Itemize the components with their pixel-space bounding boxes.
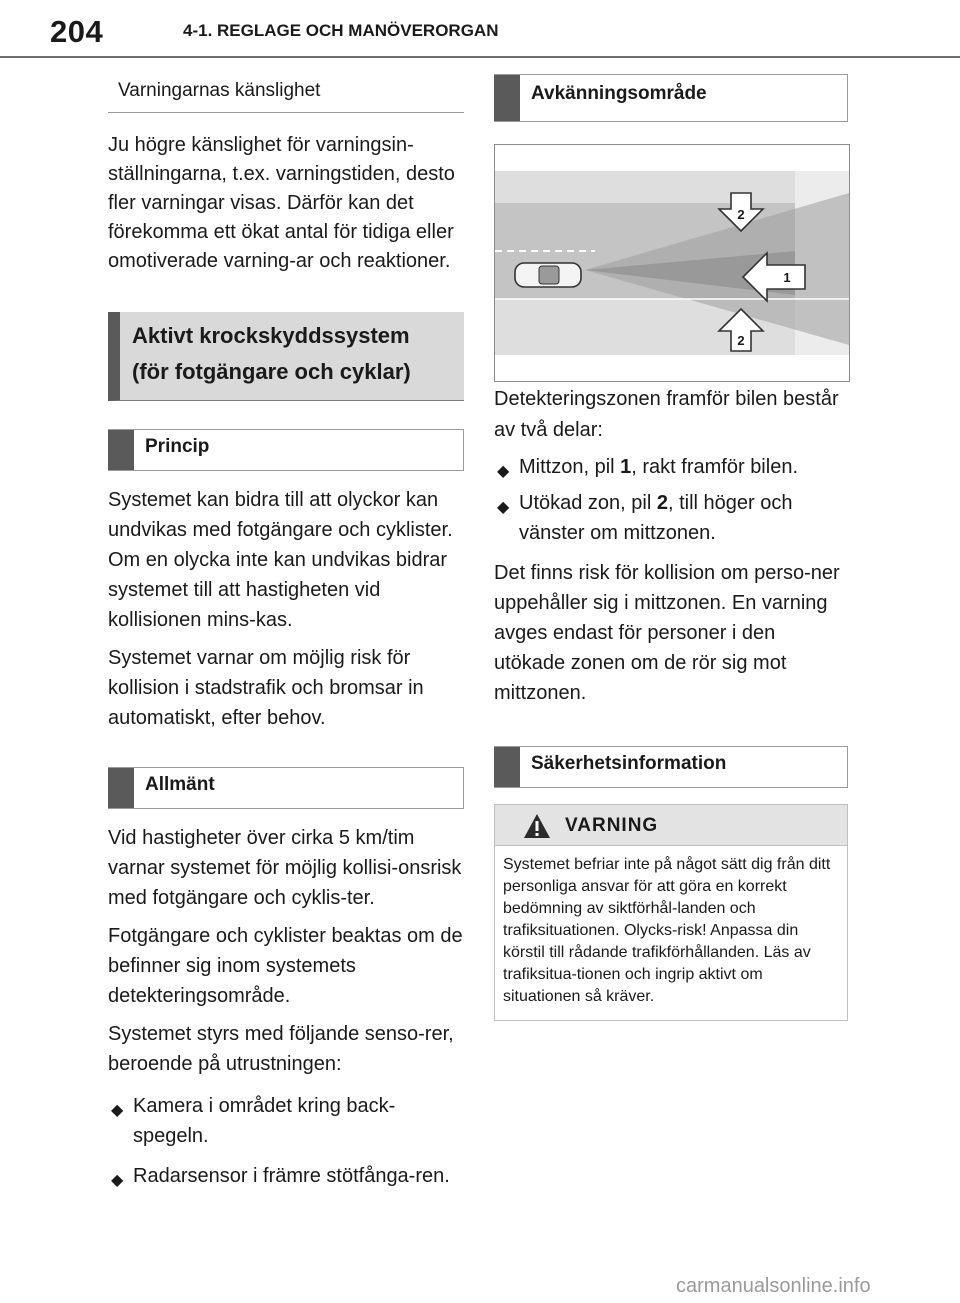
list-item — [494, 452, 848, 482]
subhead-principle: Princip — [108, 429, 464, 471]
bullet-icon: ◆ — [111, 1172, 124, 1189]
car-icon — [515, 263, 581, 287]
bullet-text-prefix: Utökad zon, pil — [519, 492, 657, 514]
subhead-safety: Säkerhetsinformation — [494, 746, 848, 788]
diagram-label-1: 1 — [783, 270, 791, 285]
section-heading-collision — [108, 312, 464, 401]
zone-ref-2: 2 — [656, 492, 668, 514]
paragraph-zone-intro: Detekteringszonen framför bilen består av två delar: — [494, 388, 839, 441]
bullet-icon: ◆ — [111, 1102, 124, 1119]
list-item — [108, 1091, 464, 1151]
right-column — [494, 74, 848, 1021]
page-number: 204 — [50, 14, 104, 49]
zone-ref-1: 1 — [620, 456, 632, 478]
detection-zone-diagram — [494, 144, 850, 382]
detection-zone-illustration — [495, 145, 849, 381]
bullet-text: Kamera i området kring back-spegeln. — [133, 1095, 396, 1147]
bullet-icon: ◆ — [497, 463, 510, 480]
list-item — [108, 1161, 464, 1191]
page-header — [0, 0, 960, 60]
list-item — [494, 488, 848, 548]
bullet-text: Radarsensor i främre stötfånga-ren. — [133, 1165, 450, 1187]
bullet-text-suffix: , till höger och vänster om mittzonen. — [519, 492, 793, 544]
diagram-label-2-bottom: 2 — [737, 333, 745, 348]
paragraph-sensitivity: Ju högre känslighet för varningsin-ställningarna, t.ex. varningstiden, desto fler varningar visas. Därför kan det förekomma ett ökat antal för tidiga eller omotiverade varning-ar och reaktioner. — [108, 134, 455, 272]
bullet-icon: ◆ — [497, 499, 510, 516]
paragraph-general-1: Vid hastigheter över cirka 5 km/tim varnar systemet för möjlig kollisi-onsrisk med fotgängare och cyklis-ter. — [108, 827, 462, 909]
warning-header — [495, 805, 847, 846]
section-heading-line1: Aktivt krockskyddssystem — [132, 323, 410, 348]
diagram-label-2-top: 2 — [737, 207, 745, 222]
subhead-general: Allmänt — [108, 767, 464, 809]
header-divider — [0, 56, 960, 58]
warning-triangle-icon — [523, 813, 551, 839]
paragraph-principle-1: Systemet kan bidra till att olyckor kan undvikas med fotgängare och cyklister. Om en olycka inte kan undvikas bidrar systemet till att hastigheten vid kollisionen mins-kas. — [108, 489, 453, 631]
paragraph-principle-2: Systemet varnar om möjlig risk för kollision i stadstrafik och bromsar in automatiskt, efter behov. — [108, 647, 424, 729]
warning-title: VARNING — [565, 815, 659, 836]
warning-text: Systemet befriar inte på något sätt dig från ditt personliga ansvar för att göra en korrekt bedömning av siktförhål-landen och trafiksituationen. Olycks-risk! Anpassa din körstil till rådande trafikförhållanden. Läs av trafiksitua-tionen och ingrip aktivt om situationen så kräver. — [503, 856, 831, 1005]
chapter-title: 4-1. REGLAGE OCH MANÖVERORGAN — [183, 21, 499, 40]
bullet-text-suffix: , rakt framför bilen. — [631, 456, 798, 478]
paragraph-general-2: Fotgängare och cyklister beaktas om de befinner sig inom systemets detekteringsområde. — [108, 925, 463, 1007]
bullet-text-prefix: Mittzon, pil — [519, 456, 621, 478]
paragraph-general-3: Systemet styrs med följande senso-rer, beroende på utrustningen: — [108, 1023, 454, 1075]
warning-box — [494, 804, 848, 1021]
left-column — [108, 74, 464, 1191]
section-heading-line2: (för fotgängare och cyklar) — [132, 359, 411, 384]
paragraph-risk: Det finns risk för kollision om perso-ner uppehåller sig i mittzonen. En varning avges endast för personer i den utökade zonen om de rör sig mot mittzonen. — [494, 562, 840, 704]
watermark: carmanualsonline.info — [676, 1275, 871, 1297]
subhead-detection-area: Avkänningsområde — [494, 74, 848, 122]
subhead-sensitivity: Varningarnas känslighet — [108, 74, 464, 113]
